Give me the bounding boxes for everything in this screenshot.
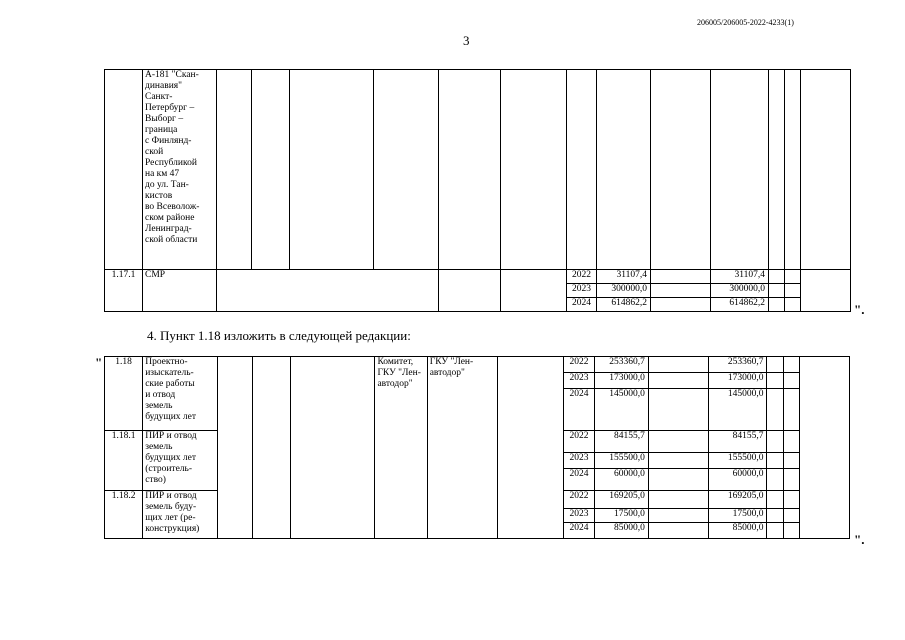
value-cell: 155500,0 [709,453,767,469]
total-cell: 155500,0 [594,453,648,469]
total-cell: 60000,0 [594,469,648,491]
total-cell: 84155,7 [594,431,648,453]
table-item-1-18 [104,356,850,539]
year-cell: 2022 [564,431,594,453]
year-cell: 2022 [564,491,594,509]
total-cell: 614862,2 [597,298,651,312]
total-cell: 145000,0 [594,389,648,431]
customer-cell: Комитет, ГКУ "Лен- автодор" [375,357,427,539]
row-name: СМР [143,270,217,312]
total-cell: 17500,0 [594,509,648,523]
total-cell: 169205,0 [594,491,648,509]
value-cell: 145000,0 [709,389,767,431]
total-cell: 173000,0 [594,373,648,389]
value-cell: 85000,0 [709,523,767,539]
total-cell: 253360,7 [594,357,648,373]
row-name: ПИР и отвод земель буду- щих лет (ре- конструкция) [143,491,217,539]
amendment-instruction: 4. Пункт 1.18 изложить в следующей редакции: [147,328,411,343]
year-cell: 2023 [564,509,594,523]
year-cell: 2022 [564,357,594,373]
page-number: 3 [463,33,470,48]
table-row [105,70,851,270]
table-row [105,357,850,373]
value-cell: 253360,7 [709,357,767,373]
row-code: 1.17.1 [105,270,143,312]
year-cell: 2024 [564,523,594,539]
road-object-name: А-181 "Скан- динавия" Санкт- Петербург – Выборг – граница с Финлянд- ской Республикой на км 47 до ул. Тан- кистов во Всеволож- ском районе Ленинград- ской области [143,70,217,270]
row-code: 1.18.2 [105,491,143,539]
table-row [105,270,851,284]
executor-cell: ГКУ "Лен- автодор" [427,357,497,539]
row-name: Проектно- изыскатель- ские работы и отвод земель будущих лет [143,357,217,431]
value-cell: 17500,0 [709,509,767,523]
year-cell: 2023 [567,284,597,298]
closing-quote: ". [854,532,865,547]
total-cell: 85000,0 [594,523,648,539]
table-item-1-17 [104,69,851,312]
year-cell: 2024 [564,389,594,431]
opening-quote: " [95,355,103,370]
row-name: ПИР и отвод земель будущих лет (строитель- ство) [143,431,217,491]
total-cell: 300000,0 [597,284,651,298]
value-cell: 169205,0 [709,491,767,509]
year-cell: 2022 [567,270,597,284]
document-id: 206005/206005-2022-4233(1) [697,18,794,27]
value-cell: 173000,0 [709,373,767,389]
row-code: 1.18.1 [105,431,143,491]
value-cell: 300000,0 [711,284,769,298]
value-cell: 31107,4 [711,270,769,284]
year-cell: 2024 [567,298,597,312]
value-cell: 60000,0 [709,469,767,491]
value-cell: 84155,7 [709,431,767,453]
row-code: 1.18 [105,357,143,431]
year-cell: 2024 [564,469,594,491]
year-cell: 2023 [564,373,594,389]
closing-quote: ". [854,302,865,317]
value-cell: 614862,2 [711,298,769,312]
total-cell: 31107,4 [597,270,651,284]
year-cell: 2023 [564,453,594,469]
